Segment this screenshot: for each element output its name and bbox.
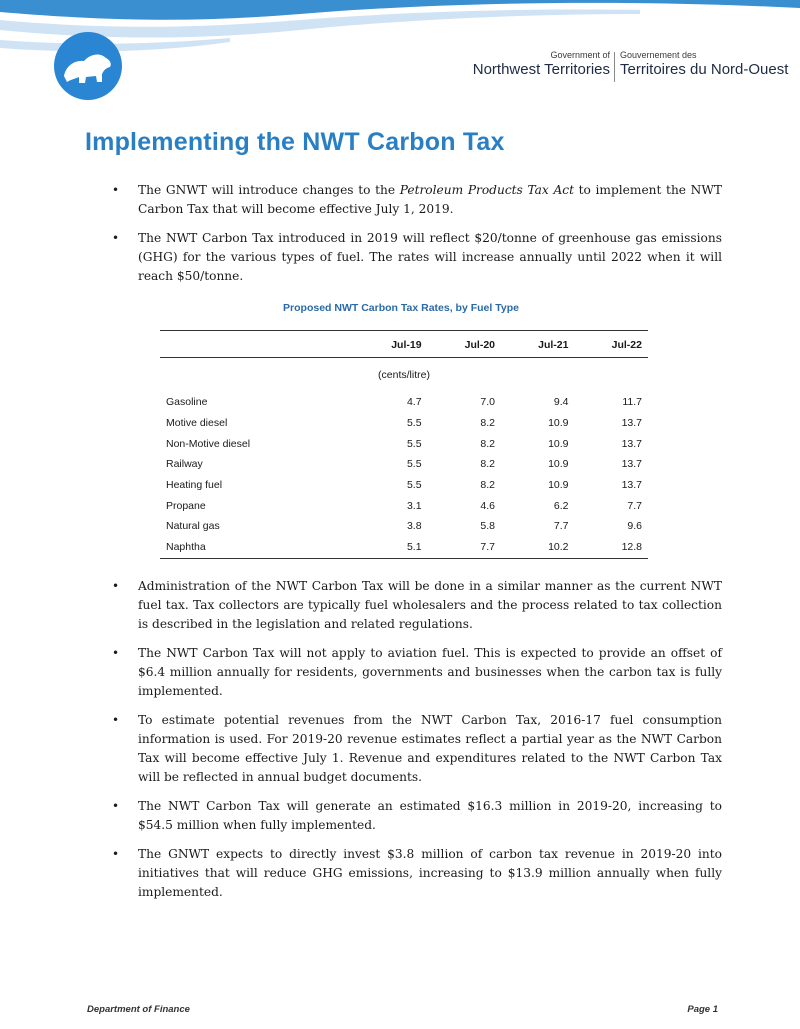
rate-cell: 10.9: [548, 458, 569, 471]
bullet-item: [112, 845, 722, 902]
rate-cell: 4.6: [480, 499, 496, 512]
rate-cell: 10.9: [548, 417, 569, 430]
fuel-type-cell: Naphtha: [160, 537, 354, 558]
rate-cell: 8.2: [480, 437, 496, 450]
bullet-icon: •: [112, 799, 120, 813]
rate-cell: 13.7: [621, 479, 642, 492]
fuel-type-cell: Heating fuel: [166, 479, 223, 492]
fuel-type-cell: Natural gas: [166, 520, 220, 533]
bullet-text: The NWT Carbon Tax will not apply to aviation fuel. This is expected to provide an offset of $6.4 million annually for residents, governments and businesses when the carbon tax is fully implemented.: [138, 646, 722, 698]
column-header: Jul-22: [575, 331, 649, 358]
bullet-list-top: [112, 181, 722, 296]
page-header: [0, 0, 800, 110]
fuel-type-cell: Non-Motive diesel: [166, 437, 251, 450]
bullet-icon: •: [112, 183, 120, 197]
gov-en-big: Northwest Territories: [472, 61, 610, 78]
table-row: [160, 433, 648, 454]
bullet-text: The GNWT expects to directly invest $3.8 million of carbon tax revenue in 2019-20 into initiatives that will reduce GHG emissions, increasing to $13.9 million annually when fully implemented.: [138, 847, 722, 899]
column-header: Jul-19: [354, 331, 427, 358]
fuel-type-cell: Motive diesel: [166, 417, 228, 430]
rate-cell: 11.7: [622, 396, 642, 409]
rate-cell: 5.5: [406, 437, 422, 450]
fuel-type-cell: Propane: [166, 499, 206, 512]
rate-cell: 13.7: [621, 417, 642, 430]
table-row: [160, 392, 648, 413]
rate-cell: 5.5: [406, 458, 422, 471]
unit-row: [160, 358, 648, 393]
rate-cell: 3.8: [406, 520, 422, 533]
rate-cell: 8.2: [480, 479, 496, 492]
rate-cell: 7.7: [627, 499, 642, 512]
fuel-type-cell: Gasoline: [166, 396, 208, 409]
gov-fr-small: Gouvernement des: [620, 50, 697, 60]
rate-cell: 4.7: [406, 396, 422, 409]
rate-cell: 6.2: [553, 499, 569, 512]
column-header: Jul-21: [501, 331, 574, 358]
bullet-text: The NWT Carbon Tax will generate an estimated $16.3 million in 2019-20, increasing to $54.5 million when fully implemented.: [138, 799, 722, 832]
bullet-text: The GNWT will introduce changes to the: [138, 183, 400, 197]
table-row: [160, 454, 648, 475]
rate-cell: 12.8: [575, 537, 649, 558]
fuel-type-cell: Railway: [166, 458, 203, 471]
rate-cell: 10.2: [501, 537, 574, 558]
government-name-english: [470, 50, 610, 79]
rate-cell: 5.1: [354, 537, 427, 558]
bullet-icon: •: [112, 231, 120, 245]
column-header: [160, 331, 354, 358]
rate-cell: 8.2: [480, 417, 496, 430]
gov-fr-big: Territoires du Nord-Ouest: [620, 61, 789, 78]
rate-cell: 13.7: [621, 458, 642, 471]
government-name-french: [620, 50, 800, 79]
footer-page-number: Page 1: [687, 1004, 718, 1015]
table-row: [160, 495, 648, 516]
table-row: [160, 475, 648, 496]
rate-cell: 7.0: [480, 396, 496, 409]
footer-department: Department of Finance: [87, 1004, 190, 1015]
column-header: Jul-20: [428, 331, 501, 358]
bullet-icon: •: [112, 713, 120, 727]
rate-cell: 8.2: [480, 458, 496, 471]
bullet-icon: •: [112, 646, 120, 660]
carbon-tax-rate-table: [160, 330, 648, 559]
bullet-icon: •: [112, 847, 120, 861]
rate-cell: 5.8: [480, 520, 496, 533]
rate-cell: 3.1: [406, 499, 422, 512]
rate-cell: 9.6: [627, 520, 642, 533]
bullet-item: [112, 797, 722, 835]
bullet-item: [112, 229, 722, 286]
bullet-item: [112, 181, 722, 219]
act-name: Petroleum Products Tax Act: [399, 183, 574, 197]
gov-divider: [614, 52, 615, 82]
table-row: [160, 516, 648, 537]
rate-cell: 10.9: [548, 479, 569, 492]
table-row: [160, 413, 648, 434]
bullet-text: To estimate potential revenues from the NWT Carbon Tax, 2016-17 fuel consumption information is used. For 2019-20 revenue estimates reflect a partial year as the NWT Carbon Tax will become effective July 1. Revenue and expenditures related to the NWT Carbon Tax will be reflected in annual budget documents.: [138, 713, 722, 784]
page-title: Implementing the NWT Carbon Tax: [85, 128, 505, 156]
table-title: Proposed NWT Carbon Tax Rates, by Fuel Type: [283, 302, 519, 314]
bullet-item: [112, 644, 722, 701]
bullet-text: Administration of the NWT Carbon Tax will be done in a similar manner as the current NWT fuel tax. Tax collectors are typically fuel wholesalers and the process related to tax collection is described in the legislation and related regulations.: [138, 579, 722, 631]
unit-label: (cents/litre): [378, 369, 430, 381]
rate-cell: 7.7: [428, 537, 501, 558]
rate-cell: 13.7: [621, 437, 642, 450]
bullet-text: The NWT Carbon Tax introduced in 2019 will reflect $20/tonne of greenhouse gas emissions (GHG) for the various types of fuel. The rates will increase annually until 2022 when it will reach $50/tonne.: [138, 231, 722, 283]
rate-cell: 7.7: [553, 520, 569, 533]
rate-cell: 5.5: [406, 417, 422, 430]
rate-cell: 9.4: [553, 396, 569, 409]
gov-en-small: Government of: [550, 50, 610, 60]
rate-cell: 5.5: [406, 479, 422, 492]
bullet-text: to implement the NWT Carbon Tax that will become effective July 1, 2019.: [138, 183, 722, 216]
polar-bear-icon: [52, 30, 124, 102]
rate-cell: 10.9: [548, 437, 569, 450]
table-row: [160, 537, 648, 558]
bullet-icon: •: [112, 579, 120, 593]
table-header-row: [160, 331, 648, 358]
bullet-list-bottom: [112, 577, 722, 912]
bullet-item: [112, 711, 722, 787]
bullet-item: [112, 577, 722, 634]
